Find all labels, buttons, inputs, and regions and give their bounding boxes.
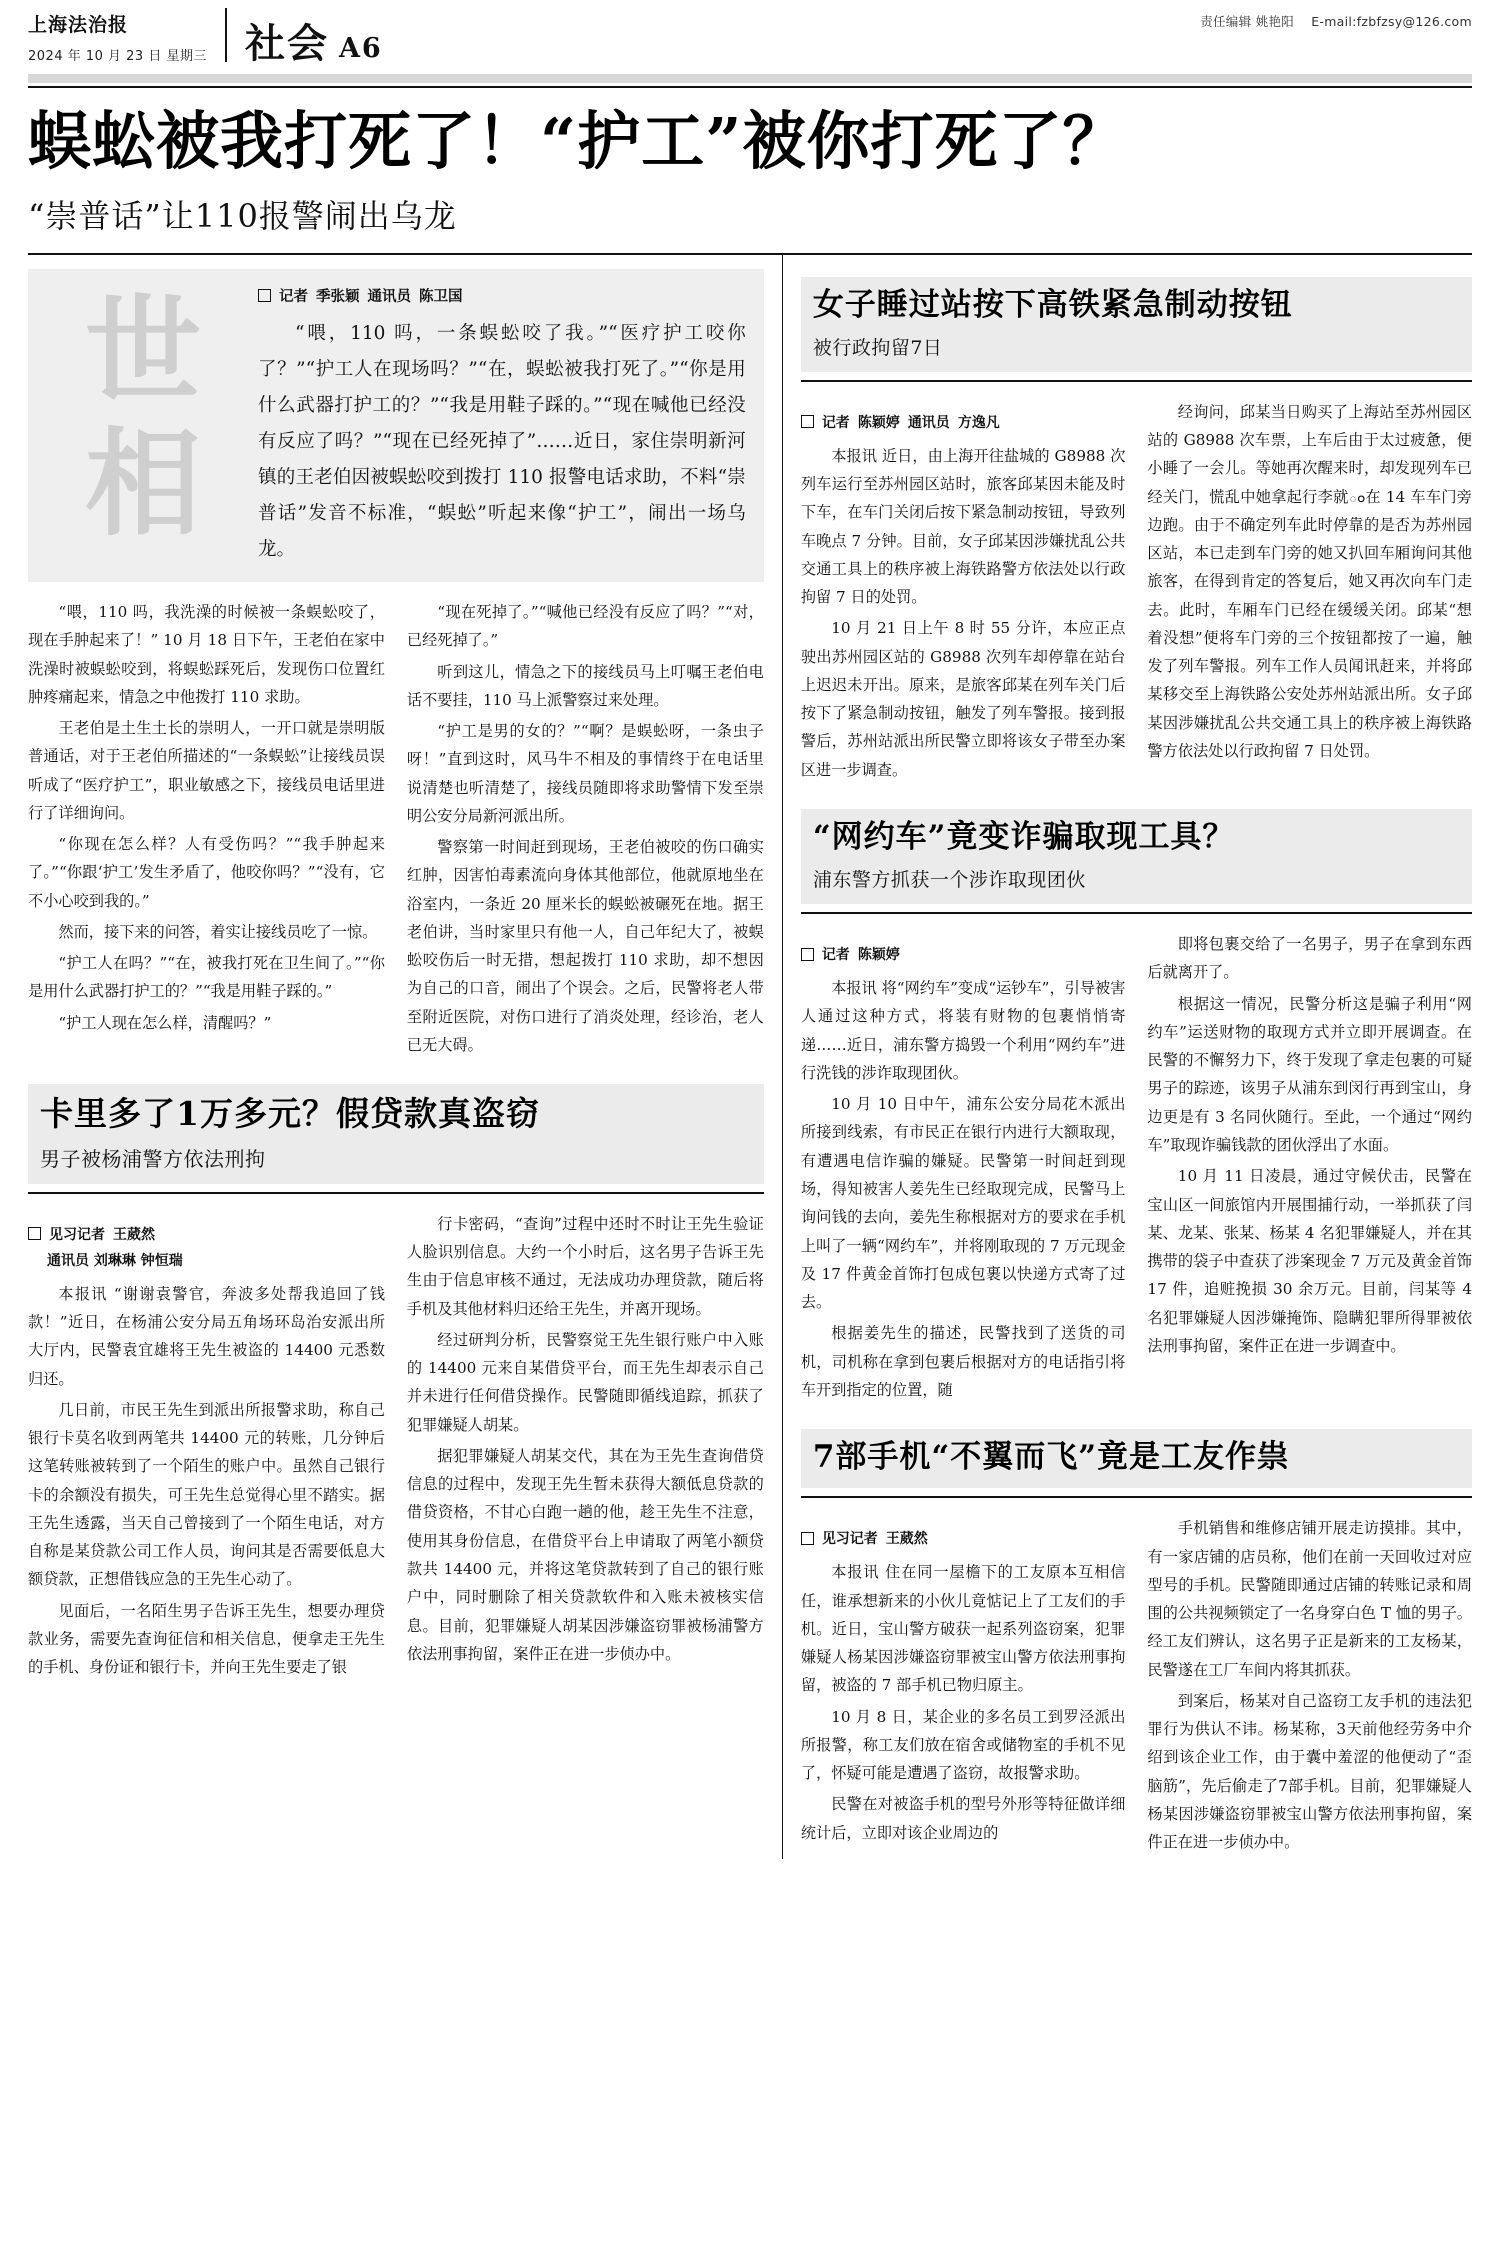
story-right-2-body bbox=[801, 930, 1472, 1407]
lead-paragraph: “喂，110 吗，一条蜈蚣咬了我。”“医疗护工咬你了？”“护工人在现场吗？”“在，蜈蚣被我打死了。”“你是用什么武器打护工的？”“我是用鞋子踩的。”“现在喊他已经没有反应了吗？”“现在已经死掉了”……近日，家住崇明新河镇的王老伯因被蜈蚣咬到拨打 110 报警电话求助，不料“崇普话”发音不标准，“蜈蚣”听起来像“护工”，闹出一场乌龙。 bbox=[258, 322, 746, 560]
editor-email: E-mail:fzbfzsy@126.com bbox=[1311, 14, 1472, 29]
story-right-2-header bbox=[801, 809, 1472, 914]
byline bbox=[801, 412, 1126, 432]
reporter-label: 记者 bbox=[279, 288, 308, 305]
lead-block bbox=[28, 269, 764, 582]
story-right-1-body bbox=[801, 398, 1472, 787]
right-column bbox=[801, 255, 1472, 1860]
reporter-name: 王葳然 bbox=[885, 1531, 928, 1548]
masthead-rule-thick bbox=[28, 74, 1472, 83]
editor-name: 姚艳阳 bbox=[1255, 14, 1295, 29]
paragraph: 10 月 10 日中午，浦东公安分局花木派出所接到线索，有市民正在银行内进行大额取现，有遭遇电信诈骗的嫌疑。民警第一时间赶到现场，得知被害人姜先生已经取现完成，民警马上询问钱的去向，姜先生称根据对方的要求在手机上叫了一辆“网约车”，并将刚取现的 7 万元现金及 17 件黄金首饰打包成包裹以快递方式寄了过去。 bbox=[800, 1095, 1126, 1312]
paragraph: 民警在对被盗手机的型号外形等特征做详细统计后，立即对该企业周边的 bbox=[800, 1795, 1126, 1842]
reporter-name: 陈颖婷 bbox=[857, 414, 900, 431]
story-left-2-rule bbox=[28, 1192, 764, 1194]
correspondent-label: 通讯员 bbox=[47, 1252, 89, 1269]
paragraph: “现在死掉了。”“喊他已经没有反应了吗？”“对，已经死掉了。” bbox=[406, 602, 764, 650]
story-right-3-rule bbox=[801, 1496, 1472, 1498]
bullet-square-icon bbox=[801, 1532, 814, 1545]
main-story-col-2 bbox=[407, 598, 764, 1062]
story-right-1-col-1 bbox=[801, 398, 1126, 787]
story-left-2-subtitle: 男子被杨浦警方依法刑拘 bbox=[40, 1146, 266, 1171]
column-divider bbox=[782, 255, 783, 1860]
masthead bbox=[28, 0, 1472, 67]
paragraph: 根据这一情况，民警分析这是骗子利用“网约车”运送财物的取现方式并立即开展调查。在民警的不懈努力下，终于发现了拿走包裹的可疑男子的踪迹，该男子从浦东到闵行再到宝山，身边更是有 3 名同伙随行。至此，一个通过“网约车”取现诈骗钱款的团伙浮出了水面。 bbox=[1147, 994, 1472, 1154]
content-grid bbox=[28, 255, 1472, 1860]
newspaper-logo: 上海法治报 bbox=[28, 14, 129, 37]
paragraph: 几日前，市民王先生到派出所报警求助，称自己银行卡莫名收到两笔共 14400 元的转账，几分钟后这笔转账被转到了一个陌生的账户中。虽然自己银行卡的余额没有损失，可王先生总觉得心里不踏实。据王先生透露，当天自己曾接到了一个陌生电话，对方自称是某贷款公司工作人员，询问其是否需要低息大额贷款，正想借钱应急的王先生心动了。 bbox=[28, 1400, 385, 1589]
bullet-square-icon bbox=[28, 1227, 41, 1240]
byline-second-line bbox=[47, 1250, 385, 1270]
paragraph: 到案后，杨某对自己盗窃工友手机的违法犯罪行为供认不讳。杨某称，3天前他经劳务中介绍到该企业工作，由于囊中羞涩的他便动了“歪脑筋”，先后偷走了7部手机。目前，犯罪嫌疑人杨某因涉嫌盗窃罪被宝山警方依法刑事拘留，案件正在进一步侦办中。 bbox=[1147, 1691, 1472, 1852]
story-right-1-title: 女子睡过站按下高铁紧急制动按钮 bbox=[812, 286, 1293, 323]
story-left-2-title: 卡里多了1万多元？假贷款真盗窃 bbox=[40, 1094, 540, 1134]
story-right-2-subtitle: 浦东警方抓获一个涉诈取现团伙 bbox=[812, 869, 1086, 892]
paragraph: 手机销售和维修店铺开展走访摸排。其中，有一家店铺的店员称，他们在前一天回收过对应型号的手机。民警随即通过店铺的转账记录和周围的公共视频锁定了一名身穿白色 T 恤的男子。经工友们辨认，这名男子正是新来的工友杨某，民警遂在工厂车间内将其抓获。 bbox=[1147, 1519, 1472, 1679]
masthead-rule-thin bbox=[28, 86, 1472, 88]
correspondent-name: 陈卫国 bbox=[419, 288, 463, 305]
story-left-2-body bbox=[28, 1210, 764, 1685]
masthead-divider bbox=[225, 8, 227, 62]
byline bbox=[28, 1224, 385, 1244]
left-column bbox=[28, 255, 764, 1860]
paragraph: 据犯罪嫌疑人胡某交代，其在为王先生查询借贷信息的过程中，发现王先生暂未获得大额低息贷款的借贷资格，不甘心白跑一趟的他，趁王先生不注意，使用其身份信息，在借贷平台上申请取了两笔小额贷款共 14400 元，并将这笔贷款转到了自己的银行账户中，同时删除了相关贷款软件和入账未被核实信息。目前，犯罪嫌疑人胡某因涉嫌盗窃罪被杨浦警方依法刑事拘留，案件正在进一步侦办中。 bbox=[406, 1446, 764, 1663]
main-story-col-1 bbox=[28, 598, 385, 1062]
story-left-2-header bbox=[28, 1084, 764, 1194]
paragraph: “护工人现在怎么样，清醒吗？” bbox=[58, 1013, 272, 1032]
byline bbox=[801, 1528, 1126, 1548]
reporter-name: 王葳然 bbox=[113, 1226, 155, 1243]
section-title-block bbox=[244, 20, 383, 67]
main-story-body bbox=[28, 598, 764, 1062]
paragraph: 听到这儿，情急之下的接线员马上叮嘱王老伯电话不要挂，110 马上派警察过来处理。 bbox=[406, 662, 764, 709]
editor-label: 责任编辑 bbox=[1200, 14, 1252, 29]
paragraph: 本报讯 “谢谢袁警官，奔波多处帮我追回了钱款！”近日，在杨浦公安分局五角场环岛治安派出所大厅内，民警袁宜雄将王先生被盗的 14400 元悉数归还。 bbox=[28, 1284, 385, 1388]
story-right-2-header-bar bbox=[801, 809, 1472, 904]
story-right-1-col-2 bbox=[1147, 398, 1472, 787]
reporter-label: 见习记者 bbox=[49, 1226, 105, 1243]
paragraph: 行卡密码，“查询”过程中还时不时让王先生验证人脸识别信息。大约一个小时后，这名男子告诉王先生由于信息审核不通过，无法成功办理贷款，随后将手机及其他材料归还给王先生，并离开现场。 bbox=[406, 1214, 764, 1318]
paragraph: 王老伯是土生土长的崇明人，一开口就是崇明版普通话，对于王老伯所描述的“一条蜈蚣”让接线员误听成了“医疗护工”，职业敏感之下，接线员电话里进行了详细询问。 bbox=[28, 719, 385, 822]
story-right-3-header bbox=[801, 1429, 1472, 1498]
bullet-square-icon bbox=[801, 948, 814, 961]
paragraph: 本报讯 将“网约车”变成“运钞车”，引导被害人通过这种方式，将装有财物的包裹悄悄寄递……近日，浦东警方捣毁一个利用“网约车”进行洗钱的涉诈取现团伙。 bbox=[800, 979, 1126, 1082]
paragraph: 经过研判分析，民警察觉王先生银行账户中入账的 14400 元来自某借贷平台，而王先生却表示自己并未进行任何借贷操作。民警随即循线追踪，抓获了犯罪嫌疑人胡某。 bbox=[406, 1330, 764, 1434]
correspondent-name: 方逸凡 bbox=[957, 414, 1000, 431]
correspondent-name: 刘琳琳 钟恒瑞 bbox=[93, 1252, 183, 1269]
page-number: A6 bbox=[338, 33, 383, 64]
watermark-char-1: 世 bbox=[85, 284, 201, 419]
paragraph: 根据姜先生的描述，民警找到了送货的司机，司机称在拿到包裹后根据对方的电话指引将车开到指定的位置，随 bbox=[800, 1324, 1126, 1399]
main-headline-block bbox=[28, 106, 1472, 237]
paragraph: 10 月 11 日凌晨，通过守候伏击，民警在宝山区一间旅馆内开展围捕行动，一举抓获了闫某、龙某、张某、杨某 4 名犯罪嫌疑人，并在其携带的袋子中查获了涉案现金 7 万元及黄金首饰 17 件，追赃挽损 30 余万元。目前，闫某等 4 名犯罪嫌疑人因涉嫌掩饰、隐瞒犯罪所得罪被依法刑事拘留，案件正在进一步调查中。 bbox=[1147, 1167, 1472, 1355]
bullet-square-icon bbox=[258, 289, 271, 302]
lead-text bbox=[258, 285, 764, 568]
paragraph: “你现在怎么样？人有受伤吗？”“我手肿起来了。”“你跟‘护工’发生矛盾了，他咬你吗？”“没有，它不小心咬到我的。” bbox=[28, 835, 385, 910]
reporter-label: 记者 bbox=[821, 414, 850, 431]
paragraph: 本报讯 近日，由上海开往盐城的 G8988 次列车运行至苏州园区站时，旅客邱某因未能及时下车，在车门关闭后按下紧急制动按钮，导致列车晚点 7 分钟。目前，女子邱某因涉嫌扰乱公共交通工具上的秩序被上海铁路警方依法处以行政拘留 7 日的处罚。 bbox=[800, 446, 1126, 607]
story-right-3-header-bar bbox=[801, 1429, 1472, 1488]
publication-date: 2024 年 10 月 23 日 星期三 bbox=[28, 49, 207, 64]
main-headline: 蜈蚣被我打死了！“护工”被你打死了？ bbox=[28, 104, 1127, 178]
paragraph: 见面后，一名陌生男子告诉王先生，想要办理贷款业务，需要先查询征信和相关信息，便拿走王先生的手机、身份证和银行卡，并向王先生要走了银 bbox=[28, 1601, 385, 1677]
paragraph: 然而，接下来的问答，着实让接线员吃了一惊。 bbox=[58, 922, 378, 941]
correspondent-label: 通讯员 bbox=[907, 414, 950, 431]
section-name: 社会 bbox=[244, 20, 329, 67]
editor-info bbox=[1200, 8, 1472, 30]
paragraph: 10 月 8 日，某企业的多名员工到罗泾派出所报警，称工友们放在宿舍或储物室的手机不见了，怀疑可能是遭遇了盗窃，故报警求助。 bbox=[800, 1707, 1126, 1783]
story-right-3-col-1 bbox=[801, 1514, 1126, 1859]
story-right-3-title: 7部手机“不翼而飞”竟是工友作祟 bbox=[812, 1439, 1290, 1476]
paragraph: 本报讯 住在同一屋檐下的工友原本互相信任，谁承想新来的小伙儿竟惦记上了工友们的手机。近日，宝山警方破获一起系列盗窃案，犯罪嫌疑人杨某因涉嫌盗窃罪被宝山警方依法刑事拘留，被盗的 7 部手机已物归原主。 bbox=[800, 1563, 1126, 1695]
correspondent-label: 通讯员 bbox=[367, 288, 411, 305]
story-right-2-col-2 bbox=[1147, 930, 1472, 1407]
reporter-name: 季张颖 bbox=[316, 288, 360, 305]
story-right-1-subtitle: 被行政拘留7日 bbox=[812, 336, 943, 359]
paragraph: “护工是男的女的？”“啊？是蜈蚣呀，一条虫子呀！”直到这时，风马牛不相及的事情终于在电话里说清楚也听清楚了，接线员随即将求助警情下发至崇明公安分局新河派出所。 bbox=[406, 722, 764, 825]
story-right-1-rule bbox=[801, 380, 1472, 382]
byline bbox=[258, 285, 746, 306]
main-subheadline: “崇普话”让110报警闹出乌龙 bbox=[28, 196, 457, 235]
paragraph: “喂，110 吗，我洗澡的时候被一条蜈蚣咬了，现在手肿起来了！” 10 月 18 日下午，王老伯在家中洗澡时被蜈蚣咬到，将蜈蚣踩死后，发现伤口位置红肿疼痛起来，情急之中他拨打 110 求助。 bbox=[28, 602, 385, 706]
story-right-3-body bbox=[801, 1514, 1472, 1859]
reporter-name: 陈颖婷 bbox=[857, 947, 900, 964]
byline bbox=[801, 944, 1126, 964]
watermark-decoration bbox=[28, 285, 258, 568]
paragraph: 即将包裹交给了一名男子，男子在拿到东西后就离开了。 bbox=[1147, 935, 1472, 982]
reporter-label: 记者 bbox=[821, 947, 850, 964]
paragraph: 警察第一时间赶到现场，王老伯被咬的伤口确实红肿，因害怕毒素流向身体其他部位，他就原地坐在浴室内，一条近 20 厘米长的蜈蚣被碾死在地。据王老伯讲，当时家里只有他一人，自己年纪大了，被蜈蚣咬伤后一时无措，想起拨打 110 求助，却不想因为自己的口音，闹出了个误会。之后，民警将老人带至附近医院，对伤口进行了消炎处理，经诊治，老人已无大碍。 bbox=[406, 838, 764, 1054]
paragraph: 10 月 21 日上午 8 时 55 分许，本应正点驶出苏州园区站的 G8988 次列车却停靠在站台上迟迟未开出。原来，是旅客邱某在列车关门后按下了紧急制动按钮，触发了列车警报。接到报警后，苏州站派出所民警立即将该女子带至办案区进一步调查。 bbox=[800, 619, 1126, 779]
story-right-1-header bbox=[801, 277, 1472, 382]
story-right-1-header-bar bbox=[801, 277, 1472, 372]
reporter-label: 见习记者 bbox=[821, 1531, 878, 1548]
story-left-2-header-bar bbox=[28, 1084, 764, 1184]
story-right-2-col-1 bbox=[801, 930, 1126, 1407]
story-right-2-title: “网约车”竟变诈骗取现工具？ bbox=[812, 818, 1235, 855]
story-left-2-col-1 bbox=[28, 1210, 385, 1685]
story-left-2-col-2 bbox=[407, 1210, 764, 1685]
masthead-left bbox=[28, 15, 207, 64]
watermark-char-2: 相 bbox=[85, 415, 201, 552]
paragraph: 经询问，邱某当日购买了上海站至苏州园区站的 G8988 次车票，上车后由于太过疲惫，便小睡了一会儿。等她再次醒来时，却发现列车已经关门，慌乱中她拿起行李就ం在 14 车车门旁边跑。由于不确定列车此时停靠的是否为苏州园区站，本已走到车门旁的她又扒回车厢询问其他旅客，在得到肯定的答复后，她又再次向车门走去。此时，车厢车门已经在缓缓关闭。邱某“想着没想”便将车门旁的三个按钮都按了一遍，触发了列车警报。列车工作人员闻讯赶来，并将邱某移交至上海铁路公安处苏州站派出所。女子邱某因涉嫌扰乱公共交通工具上的秩序被上海铁路警方依法处以行政拘留 7 日处罚。 bbox=[1147, 402, 1472, 760]
story-right-2-rule bbox=[801, 912, 1472, 914]
bullet-square-icon bbox=[801, 415, 814, 428]
story-right-3-col-2 bbox=[1147, 1514, 1472, 1859]
paragraph: “护工人在吗？”“在，被我打死在卫生间了。”“你是用什么武器打护工的？”“我是用鞋子踩的。” bbox=[28, 954, 385, 1001]
